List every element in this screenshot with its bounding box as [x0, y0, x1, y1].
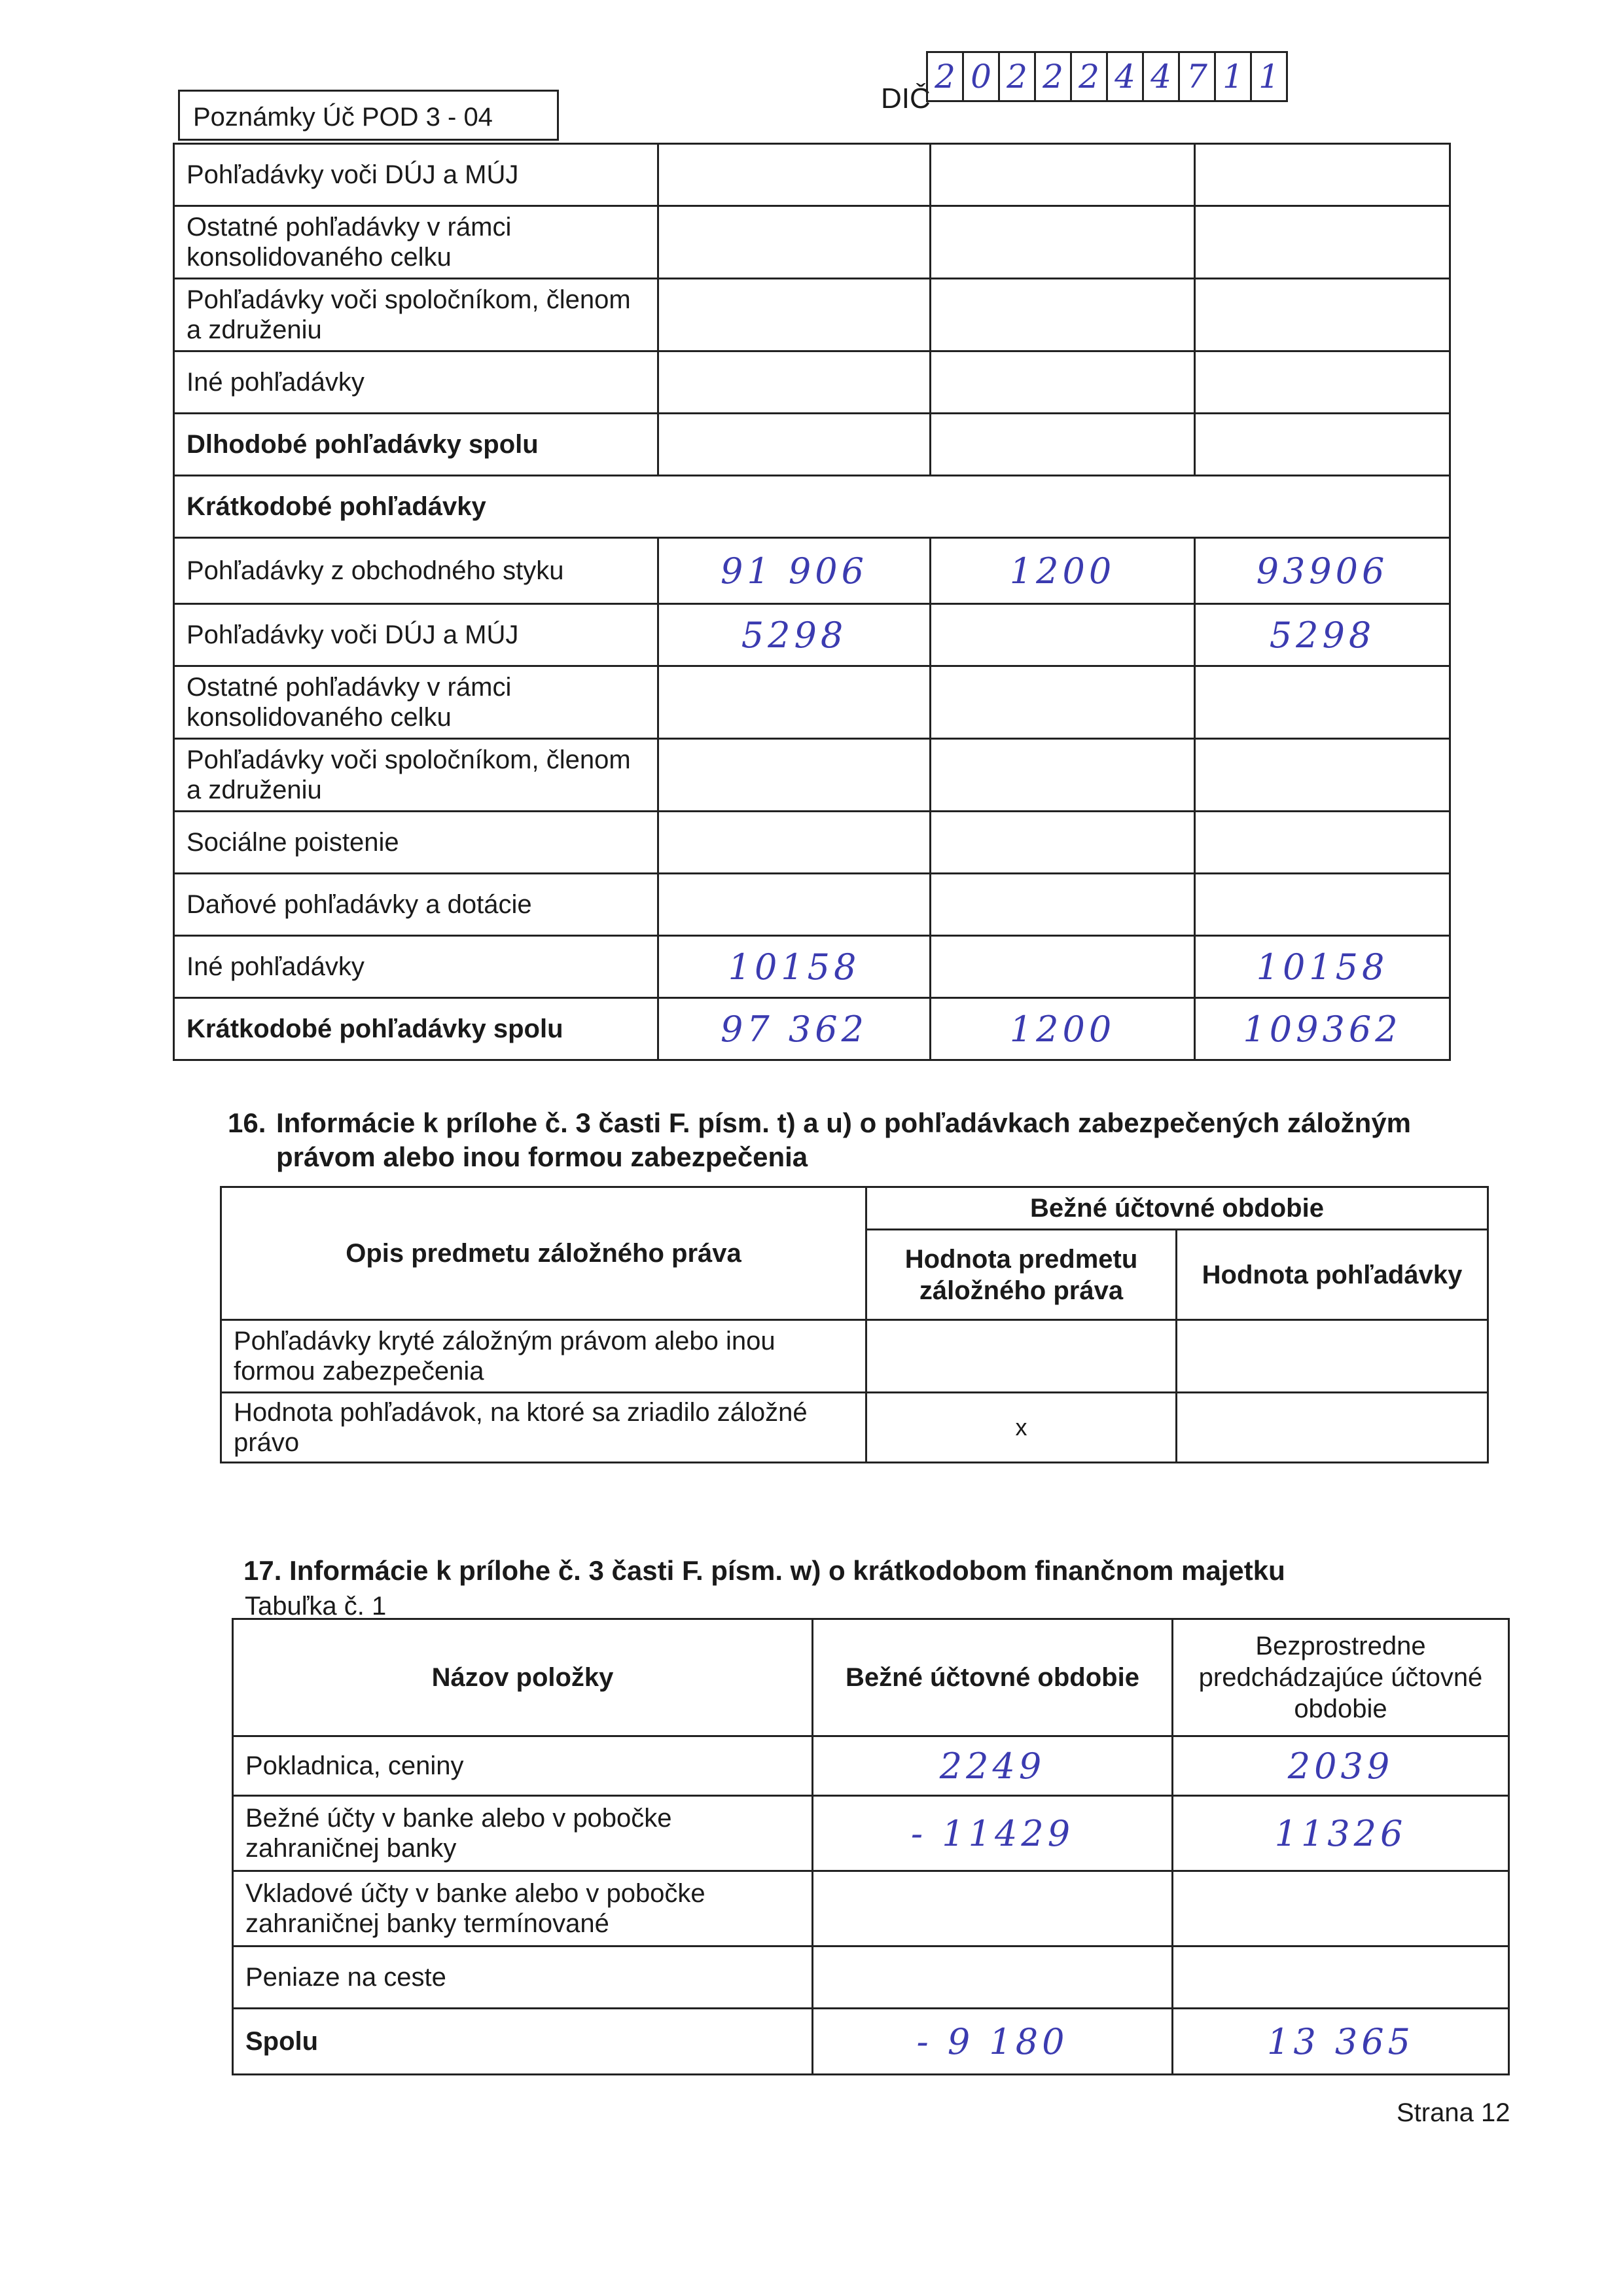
table-row [233, 1796, 1509, 1871]
table-row [174, 604, 1450, 666]
handwritten-value[interactable]: 2249 [813, 1736, 1173, 1796]
row-label: Ostatné pohľadávky v rámci konsolidovaného celku [174, 206, 658, 279]
value-cell[interactable] [931, 874, 1195, 936]
section-number: 16. [228, 1107, 266, 1138]
row-label: Iné pohľadávky [174, 351, 658, 414]
tax-id-digit: 2 [1070, 51, 1108, 102]
tax-id-boxes [928, 51, 1288, 102]
table-row [174, 998, 1450, 1060]
value-cell[interactable] [1195, 144, 1450, 206]
handwritten-value[interactable]: 5298 [1195, 604, 1450, 666]
value-cell[interactable] [931, 666, 1195, 739]
value-cell[interactable] [1195, 279, 1450, 351]
table-row [221, 1393, 1488, 1463]
row-label: Hodnota pohľadávok, na ktoré sa zriadilo záložné právo [221, 1393, 866, 1463]
handwritten-value[interactable]: 97 362 [658, 998, 931, 1060]
table-row [233, 1946, 1509, 2009]
row-label: Pohľadávky kryté záložným právom alebo inou formou zabezpečenia [221, 1320, 866, 1393]
table-row [174, 936, 1450, 998]
table-row [233, 1871, 1509, 1946]
value-cell[interactable] [658, 874, 931, 936]
handwritten-value[interactable]: 10158 [1195, 936, 1450, 998]
handwritten-value[interactable]: - 9 180 [813, 2009, 1173, 2075]
col-header-current-period: Bežné účtovné obdobie [813, 1619, 1173, 1736]
value-cell[interactable] [1173, 1946, 1509, 2009]
receivables-table [173, 143, 1451, 1061]
value-cell[interactable] [658, 739, 931, 812]
table-row [174, 414, 1450, 476]
col-header-item-name: Názov položky [233, 1619, 813, 1736]
total-label: Spolu [233, 2009, 813, 2075]
table-caption: Tabuľka č. 1 [245, 1592, 387, 1621]
tax-id-label: DIČ [881, 82, 931, 115]
collateral-table [220, 1186, 1489, 1463]
table-row [174, 666, 1450, 739]
value-cell[interactable] [931, 279, 1195, 351]
handwritten-value[interactable] [931, 936, 1195, 998]
short-term-total-label: Krátkodobé pohľadávky spolu [174, 998, 658, 1060]
tax-id-digit: 4 [1142, 51, 1180, 102]
col-header-collateral-value: Hodnota predmetu záložného práva [866, 1230, 1177, 1320]
value-cell[interactable] [1195, 351, 1450, 414]
table-row [174, 206, 1450, 279]
section-17-title: 17. Informácie k prílohe č. 3 časti F. písm. w) o krátkodobom finančnom majetku [243, 1555, 1285, 1586]
col-header-previous-period: Bezprostredne predchádzajúce účtovné obdobie [1173, 1619, 1509, 1736]
table-row [174, 538, 1450, 604]
long-term-total-label: Dlhodobé pohľadávky spolu [174, 414, 658, 476]
handwritten-value[interactable]: 11326 [1173, 1796, 1509, 1871]
value-cell[interactable] [1195, 206, 1450, 279]
row-label: Peniaze na ceste [233, 1946, 813, 2009]
row-label: Pohľadávky voči spoločníkom, členom a združeniu [174, 279, 658, 351]
value-cell[interactable]: x [866, 1393, 1177, 1463]
header-row [233, 1619, 1509, 1736]
row-label: Iné pohľadávky [174, 936, 658, 998]
handwritten-value[interactable]: - 11429 [813, 1796, 1173, 1871]
handwritten-value[interactable]: 109362 [1195, 998, 1450, 1060]
value-cell[interactable] [658, 812, 931, 874]
section-heading-row [174, 476, 1450, 538]
row-label: Sociálne poistenie [174, 812, 658, 874]
value-cell[interactable] [813, 1871, 1173, 1946]
short-term-financial-assets-table [232, 1618, 1510, 2075]
row-label: Pohľadávky voči spoločníkom, členom a združeniu [174, 739, 658, 812]
header-row [221, 1187, 1488, 1230]
handwritten-value[interactable]: 1200 [931, 538, 1195, 604]
value-cell[interactable] [658, 351, 931, 414]
handwritten-value[interactable]: 5298 [658, 604, 931, 666]
short-term-heading: Krátkodobé pohľadávky [174, 476, 1450, 538]
handwritten-value[interactable] [931, 604, 1195, 666]
value-cell[interactable] [813, 1946, 1173, 2009]
table-row [174, 874, 1450, 936]
table-row [221, 1320, 1488, 1393]
tax-id-digit: 0 [962, 51, 1000, 102]
handwritten-value[interactable]: 2039 [1173, 1736, 1509, 1796]
value-cell[interactable] [658, 414, 931, 476]
table-row [233, 1736, 1509, 1796]
table-row [174, 739, 1450, 812]
value-cell[interactable] [931, 812, 1195, 874]
page-number: Strana 12 [1397, 2098, 1510, 2127]
value-cell[interactable] [866, 1320, 1177, 1393]
value-cell[interactable] [931, 206, 1195, 279]
value-cell[interactable] [1177, 1393, 1488, 1463]
handwritten-value[interactable]: 93906 [1195, 538, 1450, 604]
row-label: Pohľadávky voči DÚJ a MÚJ [174, 144, 658, 206]
table-row [174, 351, 1450, 414]
row-label: Daňové pohľadávky a dotácie [174, 874, 658, 936]
value-cell[interactable] [1195, 739, 1450, 812]
handwritten-value[interactable]: 10158 [658, 936, 931, 998]
row-label: Pokladnica, ceniny [233, 1736, 813, 1796]
handwritten-value[interactable]: 13 365 [1173, 2009, 1509, 2075]
col-header-current-period: Bežné účtovné obdobie [866, 1187, 1488, 1230]
value-cell[interactable] [1195, 874, 1450, 936]
value-cell[interactable] [931, 414, 1195, 476]
handwritten-value[interactable]: 91 906 [658, 538, 931, 604]
tax-id-digit: 7 [1178, 51, 1216, 102]
table-row [233, 2009, 1509, 2075]
value-cell[interactable] [1195, 812, 1450, 874]
value-cell[interactable] [931, 351, 1195, 414]
table-row [174, 144, 1450, 206]
tax-id-digit: 2 [926, 51, 964, 102]
tax-id-digit: 2 [1034, 51, 1072, 102]
section-title-text: Informácie k prílohe č. 3 časti F. písm. t) a u) o pohľadávkach zabezpečených záložným právom alebo inou formou zabezpečenia [276, 1107, 1412, 1172]
value-cell[interactable] [658, 666, 931, 739]
value-cell[interactable] [1195, 414, 1450, 476]
row-label: Ostatné pohľadávky v rámci konsolidovaného celku [174, 666, 658, 739]
row-label: Bežné účty v banke alebo v pobočke zahraničnej banky [233, 1796, 813, 1871]
row-label: Pohľadávky z obchodného styku [174, 538, 658, 604]
table-row [174, 279, 1450, 351]
row-label: Pohľadávky voči DÚJ a MÚJ [174, 604, 658, 666]
value-cell[interactable] [658, 144, 931, 206]
value-cell[interactable] [1195, 666, 1450, 739]
tax-id-digit: 2 [998, 51, 1036, 102]
form-code-box: Poznámky Úč POD 3 - 04 [178, 90, 559, 141]
tax-id-digit: 1 [1214, 51, 1252, 102]
value-cell[interactable] [658, 279, 931, 351]
value-cell[interactable] [658, 206, 931, 279]
handwritten-value[interactable]: 1200 [931, 998, 1195, 1060]
value-cell[interactable] [1173, 1871, 1509, 1946]
value-cell[interactable] [931, 144, 1195, 206]
tax-id-digit: 4 [1106, 51, 1144, 102]
tax-id-digit: 1 [1250, 51, 1288, 102]
table-row [174, 812, 1450, 874]
row-label: Vkladové účty v banke alebo v pobočke zahraničnej banky termínované [233, 1871, 813, 1946]
col-header-description: Opis predmetu záložného práva [221, 1187, 866, 1320]
value-cell[interactable] [1177, 1320, 1488, 1393]
value-cell[interactable] [931, 739, 1195, 812]
col-header-receivable-value: Hodnota pohľadávky [1177, 1230, 1488, 1320]
